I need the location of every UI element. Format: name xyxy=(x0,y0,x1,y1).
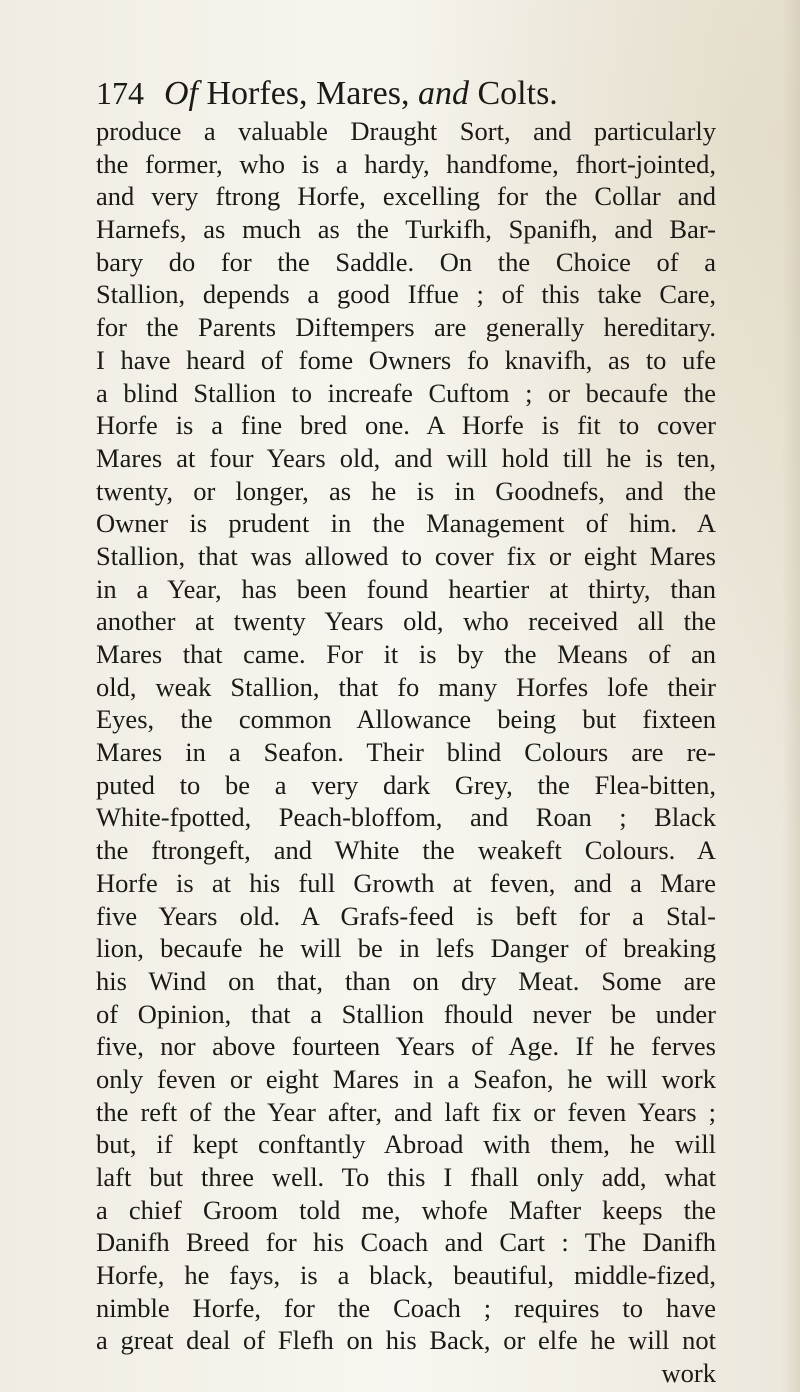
text-line: a chief Groom told me, whofe Mafter keeps the xyxy=(96,1194,716,1225)
body-text xyxy=(96,115,716,1390)
text-line: a blind Stallion to increafe Cuftom ; or becaufe the xyxy=(96,377,716,408)
text-line: bary do for the Saddle. On the Choice of a xyxy=(96,246,716,277)
text-line: the reft of the Year after, and laft fix or feven Years ; xyxy=(96,1096,716,1127)
text-line: Mares at four Years old, and will hold till he is ten, xyxy=(96,442,716,473)
text-line: Stallion, depends a good Iffue ; of this take Care, xyxy=(96,279,716,310)
running-head-of: Of xyxy=(164,75,198,112)
text-line: laft but three well. To this I fhall only add, what xyxy=(96,1162,716,1192)
text-line: Stallion, that was allowed to cover fix or eight Mares xyxy=(96,540,716,571)
text-line: of Opinion, that a Stallion fhould never be under xyxy=(96,998,716,1029)
text-line: puted to be a very dark Grey, the Flea-bitten, xyxy=(96,769,716,800)
text-line: and very ftrong Horfe, excelling for the Collar and xyxy=(96,181,716,212)
text-line: Horfe is a fine bred one. A Horfe is fit to cover xyxy=(96,410,716,441)
page-header xyxy=(96,70,558,116)
text-line: twenty, or longer, as he is in Goodnefs, and the xyxy=(96,475,716,506)
text-line: his Wind on that, than on dry Meat. Some are xyxy=(96,965,716,996)
page-number: 174 xyxy=(96,75,144,111)
text-line: Mares that came. For it is by the Means of an xyxy=(96,639,716,669)
text-line: produce a valuable Draught Sort, and particularly xyxy=(96,116,716,146)
text-line: I have heard of fome Owners fo knavifh, as to ufe xyxy=(96,344,716,375)
text-line: old, weak Stallion, that fo many Horfes lofe their xyxy=(96,671,716,702)
text-line: Danifh Breed for his Coach and Cart : The Danifh xyxy=(96,1227,716,1258)
text-line: for the Parents Diftempers are generally hereditary. xyxy=(96,312,716,343)
text-line: Horfe is at his full Growth at feven, and a Mare xyxy=(96,867,716,898)
running-head-title-a: Horfes, Mares, xyxy=(198,75,418,112)
text-line: Mares in a Seafon. Their blind Colours are re- xyxy=(96,737,716,768)
text-line: five Years old. A Grafs-feed is beft for a Stal- xyxy=(96,900,716,931)
text-line: but, if kept conftantly Abroad with them, he will xyxy=(96,1129,716,1160)
text-line: Harnefs, as much as the Turkifh, Spanifh, and Bar- xyxy=(96,214,716,245)
running-head xyxy=(164,71,558,117)
text-line: a great deal of Flefh on his Back, or elfe he will not xyxy=(96,1325,716,1356)
text-line: work xyxy=(661,1358,716,1389)
text-line: in a Year, has been found heartier at thirty, than xyxy=(96,573,716,604)
running-head-title-b: Colts. xyxy=(469,75,558,112)
text-line: Owner is prudent in the Management of him. A xyxy=(96,508,716,539)
text-line: the ftrongeft, and White the weakeft Colours. A xyxy=(96,835,716,866)
text-line: another at twenty Years old, who received all the xyxy=(96,606,716,637)
text-line: White-fpotted, Peach-bloffom, and Roan ; Black xyxy=(96,802,716,833)
text-line: lion, becaufe he will be in lefs Danger of breaking xyxy=(96,933,716,964)
text-line: Horfe, he fays, is a black, beautiful, middle-fized, xyxy=(96,1260,716,1291)
text-line: nimble Horfe, for the Coach ; requires to have xyxy=(96,1292,716,1323)
running-head-and: and xyxy=(418,75,469,112)
text-line: the former, who is a hardy, handfome, fhort-jointed, xyxy=(96,148,716,179)
text-line: only feven or eight Mares in a Seafon, he will work xyxy=(96,1063,716,1094)
text-line: five, nor above fourteen Years of Age. If he ferves xyxy=(96,1031,716,1062)
page-edge-shadow xyxy=(782,0,800,1392)
text-line: Eyes, the common Allowance being but fixteen xyxy=(96,704,716,735)
